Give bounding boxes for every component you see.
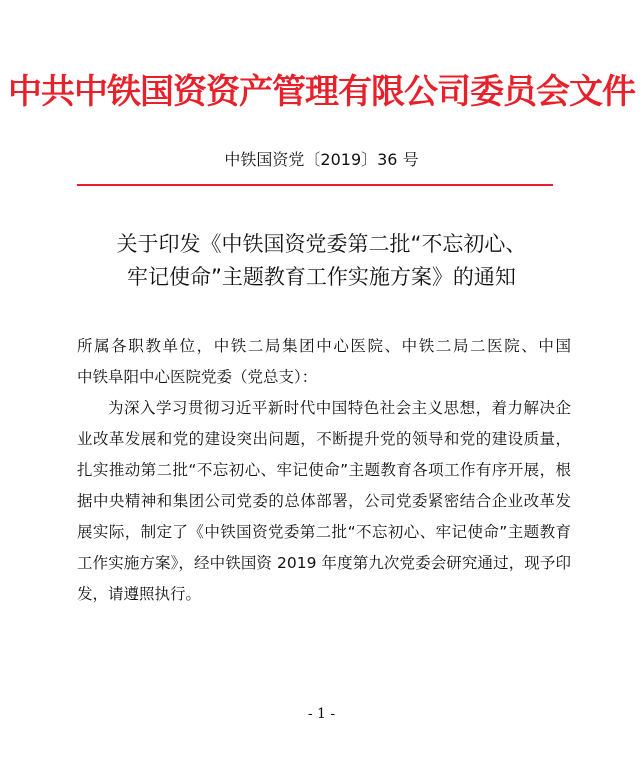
page-number: - 1 -: [307, 706, 336, 722]
document-number: 中铁国资党〔2019〕36 号: [224, 150, 419, 169]
body-paragraph: 为深入学习贯彻习近平新时代中国特色社会主义思想，着力解决企业改革发展和党的建设突出问题，不断提升党的领导和党的建设质量，扎实推动第二批“不忘初心、牢记使命”主题教育各项工作有序开展，根据中央精神和集团公司党委的总体部署，公司党委紧密结合企业改革发展实际，制定了《中铁国资党委第二批“不忘初心、牢记使命”主题教育工作实施方案》，经中铁国资 2019 年度第九次党委会研究通过，现予印发，请遵照执行。: [77, 399, 571, 603]
addressee: [77, 331, 571, 393]
header-red-rule: [77, 184, 553, 186]
addressee-line-1: 所属各职教单位，中铁二局集团中心医院、中铁二局二医院、中国: [77, 337, 571, 355]
notice-title-line-1: 关于印发《中铁国资党委第二批“不忘初心、: [116, 232, 527, 256]
notice-title: [0, 228, 643, 294]
notice-title-line-2: 牢记使命”主题教育工作实施方案》的通知: [127, 265, 516, 289]
addressee-line-2: 中铁阜阳中心医院党委（党总支）：: [77, 368, 318, 386]
document-header-title: 中共中铁国资资产管理有限公司委员会文件: [8, 72, 635, 112]
